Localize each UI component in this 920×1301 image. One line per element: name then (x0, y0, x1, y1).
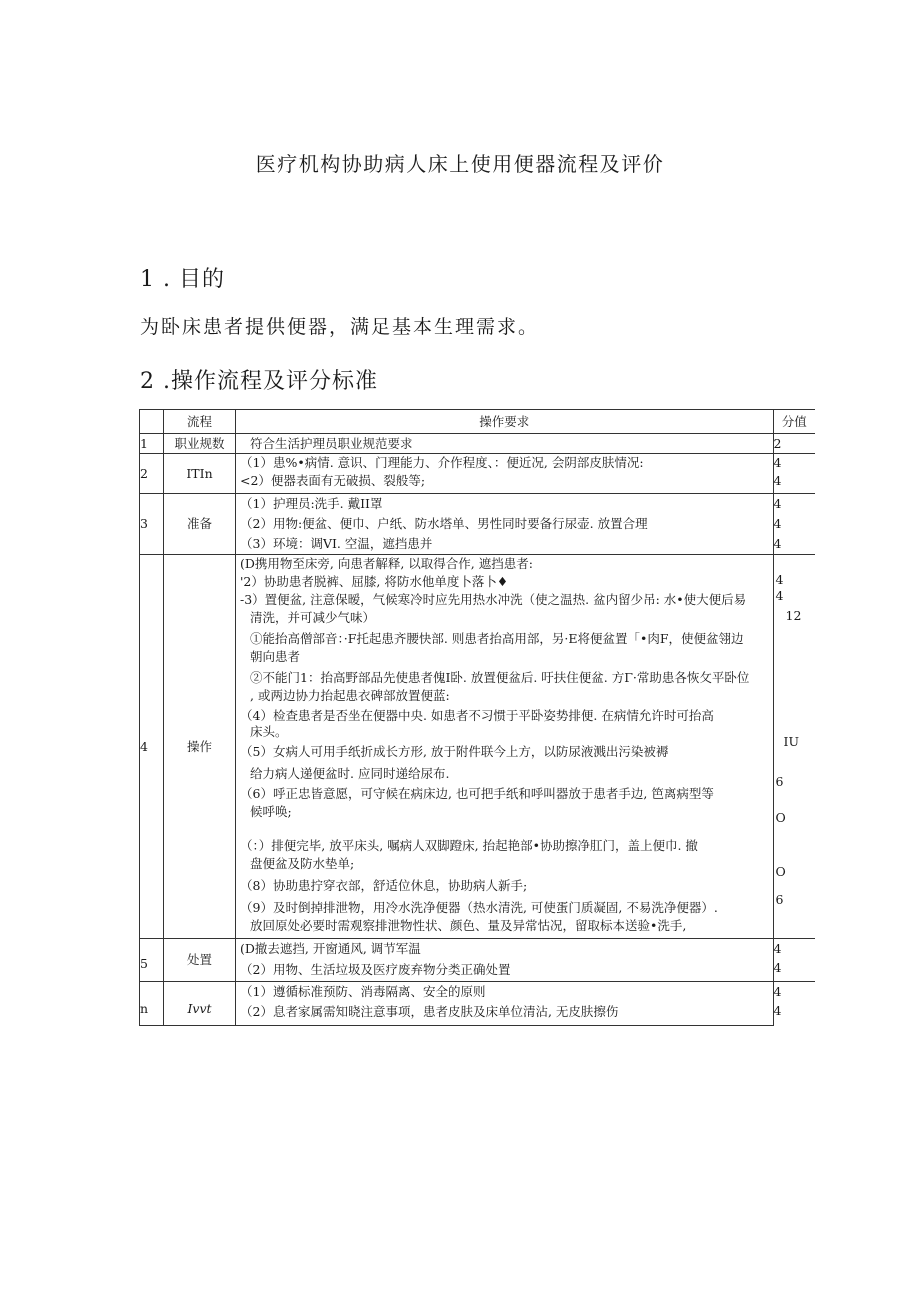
row-requirement (236, 434, 774, 454)
header-step: 流程 (164, 410, 236, 434)
row-step: 职业规数 (164, 434, 236, 454)
row-number: n (140, 982, 164, 1026)
requirement-line: （2）息者家属需知晓注意事项，患者皮肤及床单位清沾, 无皮肤擦伤 (240, 1004, 619, 1019)
requirement-line: '2）协助患者脱裤、屈膝, 将防水他单度卜落卜♦ (240, 574, 509, 589)
row-score (773, 982, 815, 1026)
table-row (140, 454, 816, 494)
row-number: 4 (140, 555, 164, 939)
requirement-line: （2）用物:便盆、便巾、户纸、防水塔单、男性同时要备行尿壶. 放置合理 (240, 516, 648, 531)
row-number: 5 (140, 939, 164, 982)
table-row (140, 982, 816, 1026)
row-step: 处置 (164, 939, 236, 982)
requirement-line: 床头。 (250, 724, 288, 739)
score-value: O (775, 810, 786, 825)
requirement-line: （2）用物、生活垃圾及医疗废弃物分类正确处置 (240, 962, 511, 977)
row-requirement (236, 982, 774, 1026)
header-score: 分值 (773, 410, 815, 434)
row-score (773, 434, 815, 454)
row-requirement (236, 494, 774, 555)
row-score (773, 555, 815, 939)
requirement-line: <2）便器表面有无破损、裂般等; (240, 473, 426, 488)
requirement-line: 给力病人递便盆时. 应同时递给尿布. (250, 766, 450, 781)
score-value: IU (783, 734, 799, 749)
scoring-table (139, 409, 815, 1026)
requirement-line: （1）护理员:洗手. 戴II罩 (240, 496, 383, 511)
requirement-line: -3）置便盆, 注意保暧，气候寒冷时应先用热水冲洗（使之温热. 盆内留少吊: 水•使大便后易 (240, 592, 747, 607)
row-number: 1 (140, 434, 164, 454)
header-requirement: 操作要求 (236, 410, 774, 434)
section-2-heading: 2 .操作流程及评分标准 (140, 369, 378, 394)
score-value: 4 (773, 536, 782, 551)
requirement-line: 放回原处必要时需观察排泄物性状、颜色、量及异常怙况，留取标本送验•洗手, (250, 918, 687, 933)
row-number: 2 (140, 454, 164, 494)
row-step: Ivvt (164, 982, 236, 1026)
score-value: 4 (773, 516, 782, 531)
requirement-line: （1）遵循标准预防、消毒隔离、安全的原则 (240, 984, 486, 999)
score-value: 4 (773, 1003, 782, 1018)
score-value: 4 (775, 588, 784, 603)
requirement-line: （5）女病人可用手纸折成长方形, 放于附件联今上方，以防尿液溅出污染被褥 (240, 744, 669, 759)
row-requirement (236, 454, 774, 494)
requirement-line: ②不能门1：抬高野部品先使患者傀I卧. 放置便盆后. 吁扶住便盆. 方Γ·常助患各恢攵平卧位 (250, 670, 750, 685)
score-value: 2 (773, 435, 782, 451)
requirement-line: （：）排便完毕, 放平床头, 嘱病人双脚蹬床, 抬起艳部•协助擦净肛门，盖上便巾. 撤 (240, 838, 698, 853)
requirement-line: 清洗，并可减少气味） (250, 610, 376, 625)
row-requirement (236, 555, 774, 939)
row-requirement (236, 939, 774, 982)
row-score (773, 939, 815, 982)
requirement-line: （9）及时倒掉排泄物，用冷水洗净便器（热水清洗, 可使蛋门质凝固, 不易洗净便器）. (240, 900, 718, 915)
requirement-line: (D撤去遮挡, 开窗通风, 调节军温 (240, 941, 421, 956)
score-value: 4 (775, 572, 784, 587)
score-value: 4 (773, 984, 782, 999)
table-row (140, 555, 816, 939)
requirement-line: ①能抬高僧部音：·F托起患齐腰快部. 则患者抬高用部，另·E将便盆置「•肉F，使便盆翎边 (250, 631, 744, 646)
table-row (140, 434, 816, 454)
requirement-line: （1）患%•病情. 意识、门理能力、介作程度、：便近况, 会阴部皮肤情况: (240, 455, 644, 470)
row-step: 操作 (164, 555, 236, 939)
requirement-line: （6）呼正忠皆意愿，可守候在病床边, 也可把手纸和呼叫器放于患者手边, 笆离病型等 (240, 786, 714, 801)
score-value: 4 (773, 496, 782, 511)
requirement-line: 朝向患者 (250, 649, 301, 664)
score-value: 6 (775, 892, 784, 907)
document-title: 医疗机构协助病人床上使用便器流程及评价 (255, 152, 665, 176)
requirement-line: （4）检查患者是否坐在便器中央. 如患者不习惯于平卧姿势排便. 在病情允许时可抬高 (240, 708, 714, 723)
score-value: 12 (785, 608, 802, 623)
table-row (140, 494, 816, 555)
section-1-heading: 1 . 目的 (140, 267, 225, 292)
row-score (773, 454, 815, 494)
requirement-line: 符合生活护理员职业规范要求 (250, 435, 413, 451)
requirement-line: （8）协助患拧穿衣部，舒适位休息，协助病人新手; (240, 878, 528, 893)
score-value: 4 (773, 960, 782, 975)
row-step: ITIn (164, 454, 236, 494)
score-value: 4 (773, 473, 782, 488)
requirement-line: 盘便盆及防水垫单; (250, 856, 355, 871)
score-value: 6 (775, 774, 784, 789)
score-value: 4 (773, 455, 782, 470)
row-number: 3 (140, 494, 164, 555)
requirement-line: , 或两边协力抬起患衣碑部放置便蓝: (250, 688, 450, 703)
row-score (773, 494, 815, 555)
section-1-text: 为卧床患者提供便器，满足基本生理需求。 (140, 316, 540, 338)
requirement-line: (D携用物至床旁, 向患者解释, 以取得合作, 遮挡患者: (240, 556, 533, 571)
table-row (140, 939, 816, 982)
score-value: O (775, 864, 786, 879)
requirement-line: 候呼唤; (250, 804, 292, 819)
requirement-line: （3）环境：调VI. 空温，遮挡患并 (240, 536, 433, 551)
header-no (140, 410, 164, 434)
row-step: 准备 (164, 494, 236, 555)
score-value: 4 (773, 941, 782, 956)
